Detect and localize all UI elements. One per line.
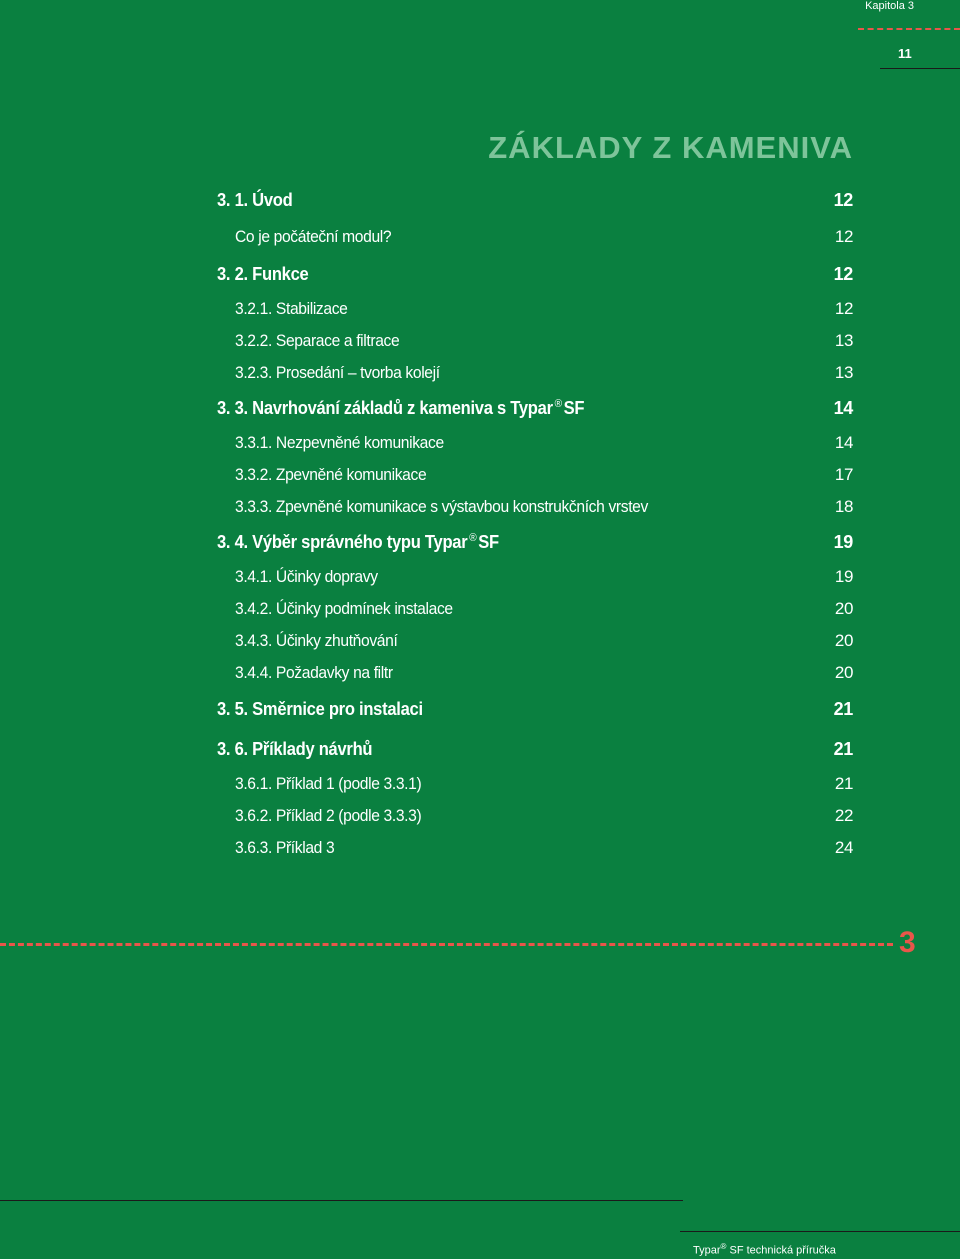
registered-mark: ®: [554, 397, 562, 410]
toc-entry[interactable]: [217, 364, 853, 382]
footer-rule-right: [680, 1231, 960, 1232]
toc-entry-page: 19: [834, 567, 853, 586]
toc-entry-page: 13: [834, 363, 853, 382]
footer-text: [693, 1242, 836, 1257]
toc-entry-title: 3. 1. Úvod: [217, 189, 293, 210]
toc-entry-page: 20: [834, 599, 853, 618]
toc-entry[interactable]: [217, 300, 853, 318]
toc-entry[interactable]: [217, 600, 853, 618]
toc-entry-page: 18: [834, 497, 853, 516]
toc-entry[interactable]: [217, 434, 853, 452]
chapter-label: Kapitola 3: [865, 0, 914, 12]
toc-entry-page: 17: [834, 465, 853, 484]
footer-brand: Typar: [693, 1244, 721, 1257]
toc-entry[interactable]: [217, 399, 853, 417]
toc-entry-page: 14: [833, 397, 853, 418]
toc-entry-page: 24: [834, 838, 853, 857]
chapter-marker: 3: [899, 926, 916, 959]
toc-entry-page: 21: [834, 774, 853, 793]
toc-entry[interactable]: [217, 740, 853, 758]
toc-entry-title: Co je počáteční modul?: [235, 227, 392, 246]
toc-entry[interactable]: [217, 466, 853, 484]
toc-entry-title: 3.4.4. Požadavky na filtr: [235, 663, 393, 682]
toc-entry-title: 3.4.2. Účinky podmínek instalace: [235, 599, 453, 618]
toc-entry-title: 3. 5. Směrnice pro instalaci: [217, 698, 423, 719]
toc-entry-page: 13: [834, 331, 853, 350]
toc-entry-page: 20: [834, 663, 853, 682]
toc-entry[interactable]: [217, 839, 853, 857]
footer-rule-left: [0, 1200, 683, 1201]
toc-entry-title: 3.2.2. Separace a filtrace: [235, 331, 400, 350]
table-of-contents: [217, 177, 853, 857]
footer-reg-mark: ®: [720, 1242, 727, 1251]
toc-entry-page: 12: [833, 189, 853, 210]
footer-title: SF technická příručka: [729, 1244, 836, 1257]
toc-entry[interactable]: [217, 498, 853, 516]
toc-entry-title: 3.3.2. Zpevněné komunikace: [235, 465, 427, 484]
toc-entry[interactable]: [217, 228, 853, 246]
toc-entry[interactable]: [217, 332, 853, 350]
toc-entry[interactable]: [217, 807, 853, 825]
toc-entry[interactable]: [217, 568, 853, 586]
toc-entry-page: 22: [834, 806, 853, 825]
toc-entry-title: 3.6.3. Příklad 3: [235, 838, 335, 857]
bottom-dash-divider: [0, 943, 893, 946]
toc-entry-page: 19: [833, 531, 853, 552]
toc-entry[interactable]: [217, 191, 853, 209]
toc-entry-title: 3.3.1. Nezpevněné komunikace: [235, 433, 444, 452]
toc-entry-page: 12: [833, 263, 853, 284]
toc-entry-title: 3.4.1. Účinky dopravy: [235, 567, 378, 586]
toc-entry-title: 3. 2. Funkce: [217, 263, 309, 284]
toc-entry-title: 3.6.1. Příklad 1 (podle 3.3.1): [235, 774, 422, 793]
page-number-rule: [880, 68, 960, 69]
toc-entry-title: 3. 4. Výběr správného typu Typar ® SF: [217, 531, 499, 552]
top-dash-divider: [858, 28, 960, 30]
toc-entry[interactable]: [217, 265, 853, 283]
toc-entry-page: 12: [834, 227, 853, 246]
toc-entry-title: 3.4.3. Účinky zhutňování: [235, 631, 398, 650]
toc-entry-title: 3. 6. Příklady návrhů: [217, 738, 373, 759]
section-title: ZÁKLADY Z KAMENIVA: [488, 130, 853, 165]
toc-entry-page: 14: [834, 433, 853, 452]
toc-entry-title: 3.3.3. Zpevněné komunikace s výstavbou konstrukčních vrstev: [235, 497, 648, 516]
toc-entry[interactable]: [217, 664, 853, 682]
toc-entry-title: 3.2.3. Prosedání – tvorba kolejí: [235, 363, 440, 382]
registered-mark: ®: [469, 531, 477, 544]
toc-entry[interactable]: [217, 632, 853, 650]
toc-entry-page: 21: [833, 698, 853, 719]
toc-entry-title: 3.2.1. Stabilizace: [235, 299, 348, 318]
toc-entry-page: 21: [833, 738, 853, 759]
toc-entry[interactable]: [217, 775, 853, 793]
toc-entry-title: 3. 3. Navrhování základů z kameniva s Typar ® SF: [217, 397, 585, 418]
page-number: 11: [898, 46, 912, 61]
toc-entry[interactable]: [217, 533, 853, 551]
toc-entry[interactable]: [217, 700, 853, 718]
toc-entry-page: 20: [834, 631, 853, 650]
toc-entry-page: 12: [834, 299, 853, 318]
toc-entry-title: 3.6.2. Příklad 2 (podle 3.3.3): [235, 806, 422, 825]
